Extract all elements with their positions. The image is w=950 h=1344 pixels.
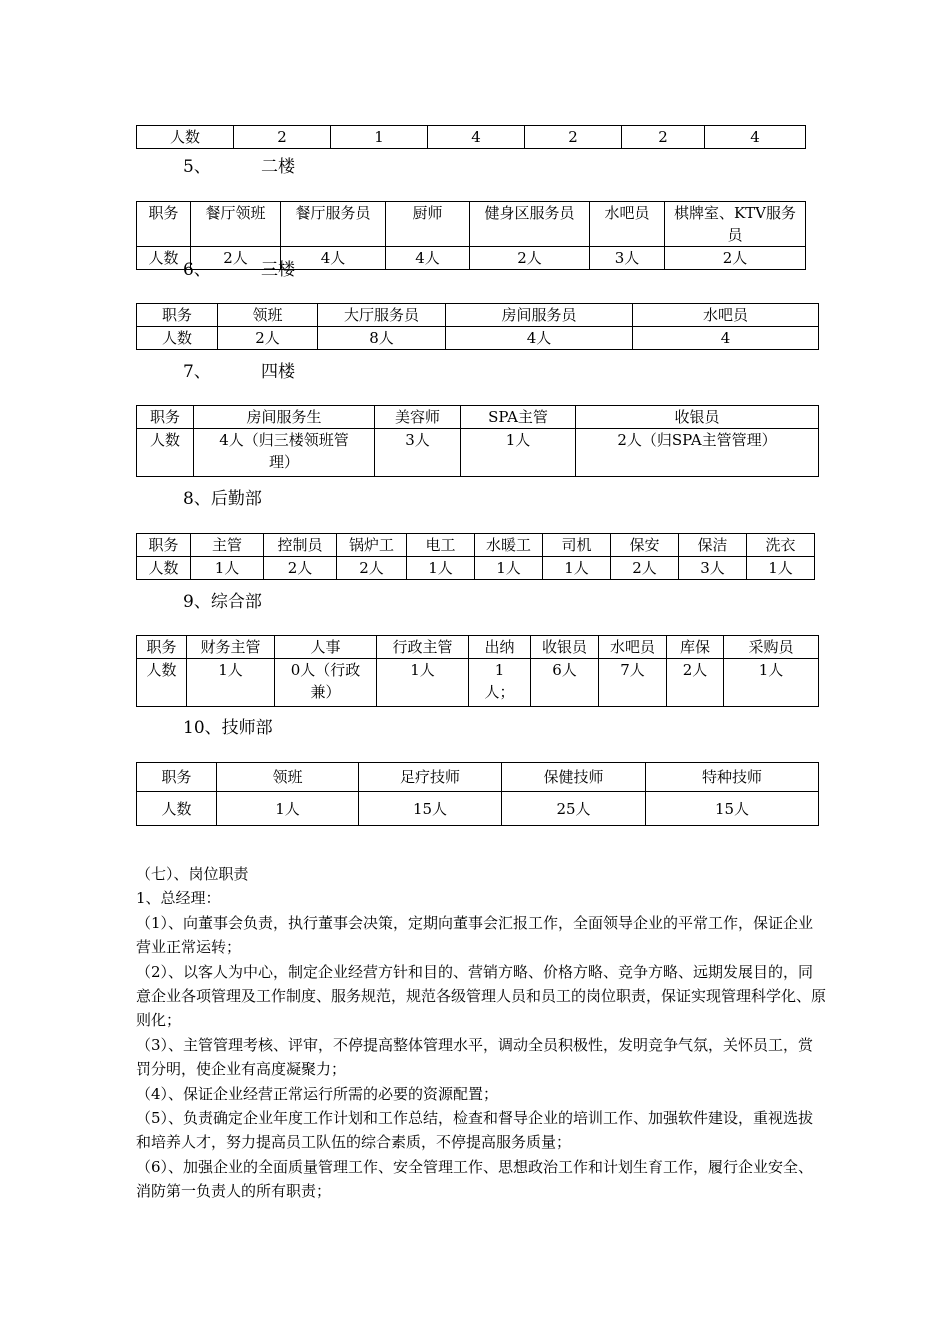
section-heading-6 bbox=[183, 255, 295, 280]
table-cell: 锅炉工 bbox=[337, 534, 407, 557]
table-cell: 1人 bbox=[475, 557, 543, 580]
staff-table-floor3 bbox=[136, 303, 819, 350]
table-cell: 水吧员 bbox=[633, 304, 819, 327]
table-cell: 3人 bbox=[590, 247, 665, 270]
table-cell: 出纳 bbox=[469, 636, 531, 659]
table-cell: 3人 bbox=[375, 429, 461, 477]
table-cell: 6人 bbox=[531, 659, 599, 707]
table-cell: 1人 bbox=[377, 659, 469, 707]
table-cell: 餐厅领班 bbox=[191, 202, 281, 247]
table-cell: 人数 bbox=[137, 327, 218, 350]
table-cell: 房间服务员 bbox=[446, 304, 633, 327]
table-cell: 人数 bbox=[137, 792, 217, 826]
table-cell: 保健技师 bbox=[502, 763, 646, 792]
staff-table-floor4 bbox=[136, 405, 819, 477]
table-cell: 4 bbox=[428, 126, 525, 149]
table-cell: 2人 bbox=[667, 659, 724, 707]
duty-item: （4）、保证企业经营正常运行所需的必要的资源配置； bbox=[136, 1084, 499, 1103]
table-cell: 1人 bbox=[407, 557, 475, 580]
table-header-row bbox=[137, 202, 806, 247]
section-number: 6、 bbox=[183, 260, 211, 280]
staff-table-logistics bbox=[136, 533, 815, 580]
duty-item: （6）、加强企业的全面质量管理工作、安全管理工作、思想政治工作和计划生育工作，履行企业安全、消防第一负责人的所有职责； bbox=[136, 1157, 814, 1201]
table-cell: 7人 bbox=[599, 659, 667, 707]
table-header-row bbox=[137, 304, 819, 327]
duty-item: （5）、负责确定企业年度工作计划和工作总结，检查和督导企业的培训工作、加强软件建设，重视选拔和培养人才，努力提高员工队伍的综合素质，不停提高服务质量； bbox=[136, 1109, 814, 1152]
table-cell: 2人 bbox=[264, 557, 337, 580]
table-cell: 特种技师 bbox=[646, 763, 819, 792]
table-cell: 0人（行政兼） bbox=[275, 659, 377, 707]
table-cell: 司机 bbox=[543, 534, 611, 557]
table-cell: 1人 bbox=[191, 557, 264, 580]
table-cell: 人事 bbox=[275, 636, 377, 659]
section-title: 9、综合部 bbox=[183, 592, 262, 612]
table-cell: 采购员 bbox=[724, 636, 819, 659]
table-cell: 棋牌室、KTV服务员 bbox=[665, 202, 806, 247]
table-cell: 25人 bbox=[502, 792, 646, 826]
section-number: 7、 bbox=[183, 362, 211, 382]
table-cell: 财务主管 bbox=[187, 636, 275, 659]
table-cell: 保安 bbox=[611, 534, 679, 557]
table-cell: 美容师 bbox=[375, 406, 461, 429]
table-header-row bbox=[137, 763, 819, 792]
section-heading-10 bbox=[183, 713, 273, 738]
table-cell: 水暖工 bbox=[475, 534, 543, 557]
table-header-row bbox=[137, 534, 815, 557]
table-cell: 4人 bbox=[446, 327, 633, 350]
section-heading-5 bbox=[183, 152, 295, 177]
section-title: 10、技师部 bbox=[183, 718, 273, 738]
table-row bbox=[137, 429, 819, 477]
table-cell: 2人 bbox=[337, 557, 407, 580]
table-cell: 人数 bbox=[137, 126, 234, 149]
table-cell: 收银员 bbox=[531, 636, 599, 659]
table-cell: 1 bbox=[331, 126, 428, 149]
table-cell: 人数 bbox=[137, 659, 187, 707]
table-row bbox=[137, 126, 806, 149]
staff-table-continued bbox=[136, 125, 806, 149]
table-cell: 1人 bbox=[747, 557, 815, 580]
duty-item: （2）、以客人为中心，制定企业经营方针和目的、营销方略、价格方略、竞争方略、远期发展目的，同意企业各项管理及工作制度、服务规范，规范各级管理人员和员工的岗位职责，保证实现管理科学化、原则化； bbox=[136, 962, 827, 1030]
staff-table-technicians bbox=[136, 762, 819, 826]
table-cell: 足疗技师 bbox=[359, 763, 502, 792]
table-cell: 1人 bbox=[217, 792, 359, 826]
table-cell: 水吧员 bbox=[590, 202, 665, 247]
table-cell: 职务 bbox=[137, 636, 187, 659]
section-title: 四楼 bbox=[261, 362, 295, 382]
table-row bbox=[137, 792, 819, 826]
section-heading-8 bbox=[183, 484, 262, 509]
table-cell: 职务 bbox=[137, 304, 218, 327]
table-cell: 保洁 bbox=[679, 534, 747, 557]
table-cell: 1人 bbox=[187, 659, 275, 707]
table-cell: 2 bbox=[622, 126, 705, 149]
table-cell: 2 bbox=[234, 126, 331, 149]
table-cell: 厨师 bbox=[386, 202, 470, 247]
table-cell: SPA主管 bbox=[461, 406, 576, 429]
duty-item: （1）、向董事会负责，执行董事会决策，定期向董事会汇报工作，全面领导企业的平常工作，保证企业营业正常运转； bbox=[136, 913, 814, 957]
table-cell: 电工 bbox=[407, 534, 475, 557]
section-heading: （七）、岗位职责 bbox=[136, 865, 249, 883]
table-cell: 领班 bbox=[217, 763, 359, 792]
table-cell: 人数 bbox=[137, 429, 194, 477]
table-row bbox=[137, 557, 815, 580]
table-cell: 1人； bbox=[469, 659, 531, 707]
table-cell: 房间服务生 bbox=[194, 406, 375, 429]
table-cell: 行政主管 bbox=[377, 636, 469, 659]
table-cell: 4人 bbox=[281, 247, 386, 270]
subsection-heading: 1、总经理： bbox=[136, 889, 221, 908]
table-row bbox=[137, 327, 819, 350]
duty-item: （3）、主管管理考核、评审，不停提高整体管理水平，调动全员积极性，发明竞争气氛，关怀员工，赏罚分明，使企业有高度凝聚力； bbox=[136, 1035, 814, 1079]
table-cell: 4人（归三楼领班管理） bbox=[194, 429, 375, 477]
table-cell: 2人 bbox=[218, 327, 318, 350]
table-cell: 1人 bbox=[724, 659, 819, 707]
table-cell: 2人 bbox=[665, 247, 806, 270]
job-duties-section bbox=[136, 862, 826, 1204]
table-header-row bbox=[137, 406, 819, 429]
table-cell: 职务 bbox=[137, 534, 191, 557]
table-cell: 健身区服务员 bbox=[470, 202, 590, 247]
table-cell: 水吧员 bbox=[599, 636, 667, 659]
table-cell: 4 bbox=[705, 126, 806, 149]
table-cell: 2人（归SPA主管管理） bbox=[576, 429, 819, 477]
table-cell: 2人 bbox=[470, 247, 590, 270]
table-cell: 15人 bbox=[359, 792, 502, 826]
table-cell: 人数 bbox=[137, 557, 191, 580]
table-cell: 控制员 bbox=[264, 534, 337, 557]
table-cell: 洗衣 bbox=[747, 534, 815, 557]
table-cell: 人数 bbox=[137, 247, 191, 270]
table-cell: 收银员 bbox=[576, 406, 819, 429]
table-cell: 餐厅服务员 bbox=[281, 202, 386, 247]
table-header-row bbox=[137, 636, 819, 659]
table-row bbox=[137, 659, 819, 707]
section-title: 三楼 bbox=[261, 260, 295, 280]
table-cell: 库保 bbox=[667, 636, 724, 659]
table-cell: 4人 bbox=[386, 247, 470, 270]
table-cell: 2人 bbox=[611, 557, 679, 580]
section-number: 5、 bbox=[183, 157, 211, 177]
table-cell: 职务 bbox=[137, 202, 191, 247]
table-cell: 主管 bbox=[191, 534, 264, 557]
section-title: 二楼 bbox=[261, 157, 295, 177]
section-title: 8、后勤部 bbox=[183, 489, 262, 509]
table-cell: 2 bbox=[525, 126, 622, 149]
staff-table-general bbox=[136, 635, 819, 707]
table-cell: 1人 bbox=[543, 557, 611, 580]
table-cell: 职务 bbox=[137, 406, 194, 429]
table-cell: 3人 bbox=[679, 557, 747, 580]
section-heading-7 bbox=[183, 357, 295, 382]
table-cell: 8人 bbox=[318, 327, 446, 350]
table-cell: 2人 bbox=[191, 247, 281, 270]
table-cell: 大厅服务员 bbox=[318, 304, 446, 327]
table-cell: 1人 bbox=[461, 429, 576, 477]
section-heading-9 bbox=[183, 587, 262, 612]
table-cell: 4 bbox=[633, 327, 819, 350]
table-cell: 领班 bbox=[218, 304, 318, 327]
table-cell: 15人 bbox=[646, 792, 819, 826]
table-cell: 职务 bbox=[137, 763, 217, 792]
